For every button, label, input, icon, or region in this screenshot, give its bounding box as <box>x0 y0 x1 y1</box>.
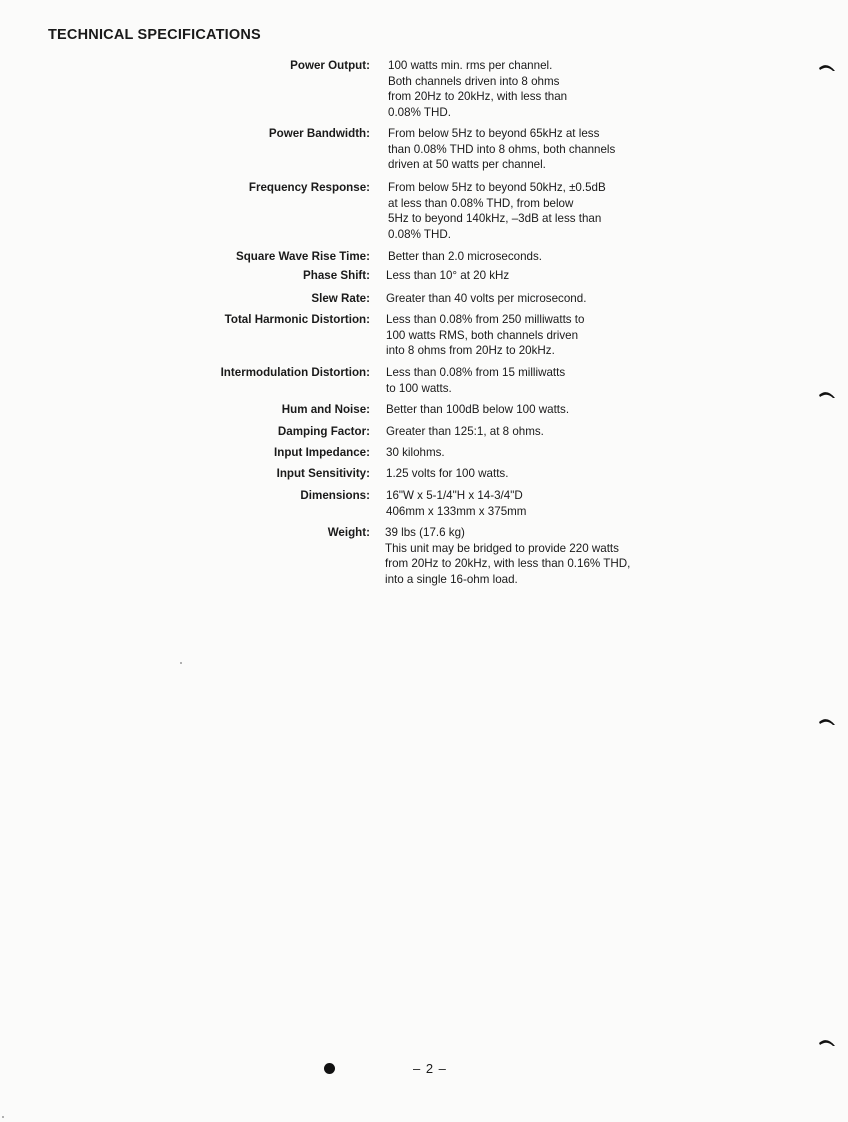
spec-value <box>388 249 542 265</box>
spec-value <box>386 466 508 482</box>
spec-value-line: 0.08% THD. <box>388 105 451 119</box>
scan-speck <box>180 662 182 664</box>
spec-value-line: driven at 50 watts per channel. <box>388 158 546 172</box>
spec-value-line: Better than 2.0 microseconds. <box>388 250 543 263</box>
spec-value-line: 1.25 volts for 100 watts. <box>386 467 509 480</box>
binder-hole-mark-2 <box>818 389 836 399</box>
spec-value-line: 39 lbs (17.6 kg) <box>385 526 465 539</box>
spec-value-line: to 100 watts. <box>386 381 452 395</box>
spec-value <box>388 58 567 120</box>
spec-label: Dimensions: <box>300 489 370 502</box>
spec-value-line: 5Hz to beyond 140kHz, –3dB at less than <box>388 212 602 226</box>
spec-value <box>386 424 544 440</box>
spec-value <box>386 291 586 307</box>
binder-hole-mark-1 <box>818 62 836 72</box>
spec-label: Input Sensitivity: <box>276 467 370 480</box>
spec-value-line: from 20Hz to 20kHz, with less than <box>388 90 568 104</box>
spec-value-line: into 8 ohms from 20Hz to 20kHz. <box>386 344 555 358</box>
spec-value-line: 16"W x 5-1/4"H x 14-3/4"D <box>386 489 523 502</box>
spec-label: Power Bandwidth: <box>268 127 370 140</box>
spec-label: Hum and Noise: <box>281 403 370 416</box>
spec-value-line: 100 watts RMS, both channels driven <box>386 328 579 342</box>
spec-value-line: Greater than 125:1, at 8 ohms. <box>386 425 544 438</box>
binder-hole-mark-4 <box>818 1037 836 1047</box>
scan-speck <box>2 1116 4 1118</box>
binder-hole-mark-3 <box>818 716 836 726</box>
spec-value-line: Less than 10° at 20 kHz <box>386 269 510 282</box>
spec-value-line: Both channels driven into 8 ohms <box>388 74 560 88</box>
spec-label: Slew Rate: <box>311 292 370 305</box>
spec-label: Square Wave Rise Time: <box>235 250 370 263</box>
spec-label: Intermodulation Distortion: <box>220 366 370 379</box>
spec-value-line: 0.08% THD. <box>388 227 451 241</box>
page-title: TECHNICAL SPECIFICATIONS <box>48 27 261 43</box>
spec-value-line: Greater than 40 volts per microsecond. <box>386 292 587 305</box>
spec-value-line: 100 watts min. rms per channel. <box>388 59 553 72</box>
spec-value <box>386 268 509 284</box>
spec-value-line: 406mm x 133mm x 375mm <box>386 504 527 518</box>
spec-value <box>386 488 526 519</box>
spec-label: Frequency Response: <box>248 181 370 194</box>
spec-value-line: 30 kilohms. <box>386 446 445 459</box>
spec-label: Weight: <box>327 526 370 539</box>
spec-value-line: from 20Hz to 20kHz, with less than 0.16% THD, <box>385 557 631 571</box>
spec-label: Power Output: <box>290 59 370 72</box>
spec-value-line: From below 5Hz to beyond 65kHz at less <box>388 127 600 140</box>
spec-value-line: From below 5Hz to beyond 50kHz, ±0.5dB <box>388 181 606 194</box>
spec-value <box>388 180 606 242</box>
spec-value <box>386 365 565 396</box>
spec-value-line: Less than 0.08% from 15 milliwatts <box>386 366 566 379</box>
spec-value-line: Less than 0.08% from 250 milliwatts to <box>386 313 585 326</box>
spec-value <box>386 312 584 359</box>
spec-value-line: at less than 0.08% THD, from below <box>388 196 574 210</box>
spec-value <box>386 402 569 418</box>
spec-label: Phase Shift: <box>303 269 370 282</box>
spec-value <box>386 445 445 461</box>
spec-label: Damping Factor: <box>277 425 370 438</box>
spec-value-line: This unit may be bridged to provide 220 watts <box>385 541 619 555</box>
spec-value-line: than 0.08% THD into 8 ohms, both channels <box>388 142 616 156</box>
spec-value-line: Better than 100dB below 100 watts. <box>386 403 570 416</box>
spec-value-line: into a single 16-ohm load. <box>385 572 518 586</box>
bullet-dot <box>324 1063 335 1074</box>
spec-value <box>385 525 630 587</box>
spec-label: Total Harmonic Distortion: <box>224 313 370 326</box>
spec-value <box>388 126 615 173</box>
page-number: – 2 – <box>413 1061 447 1076</box>
spec-label: Input Impedance: <box>274 446 370 459</box>
